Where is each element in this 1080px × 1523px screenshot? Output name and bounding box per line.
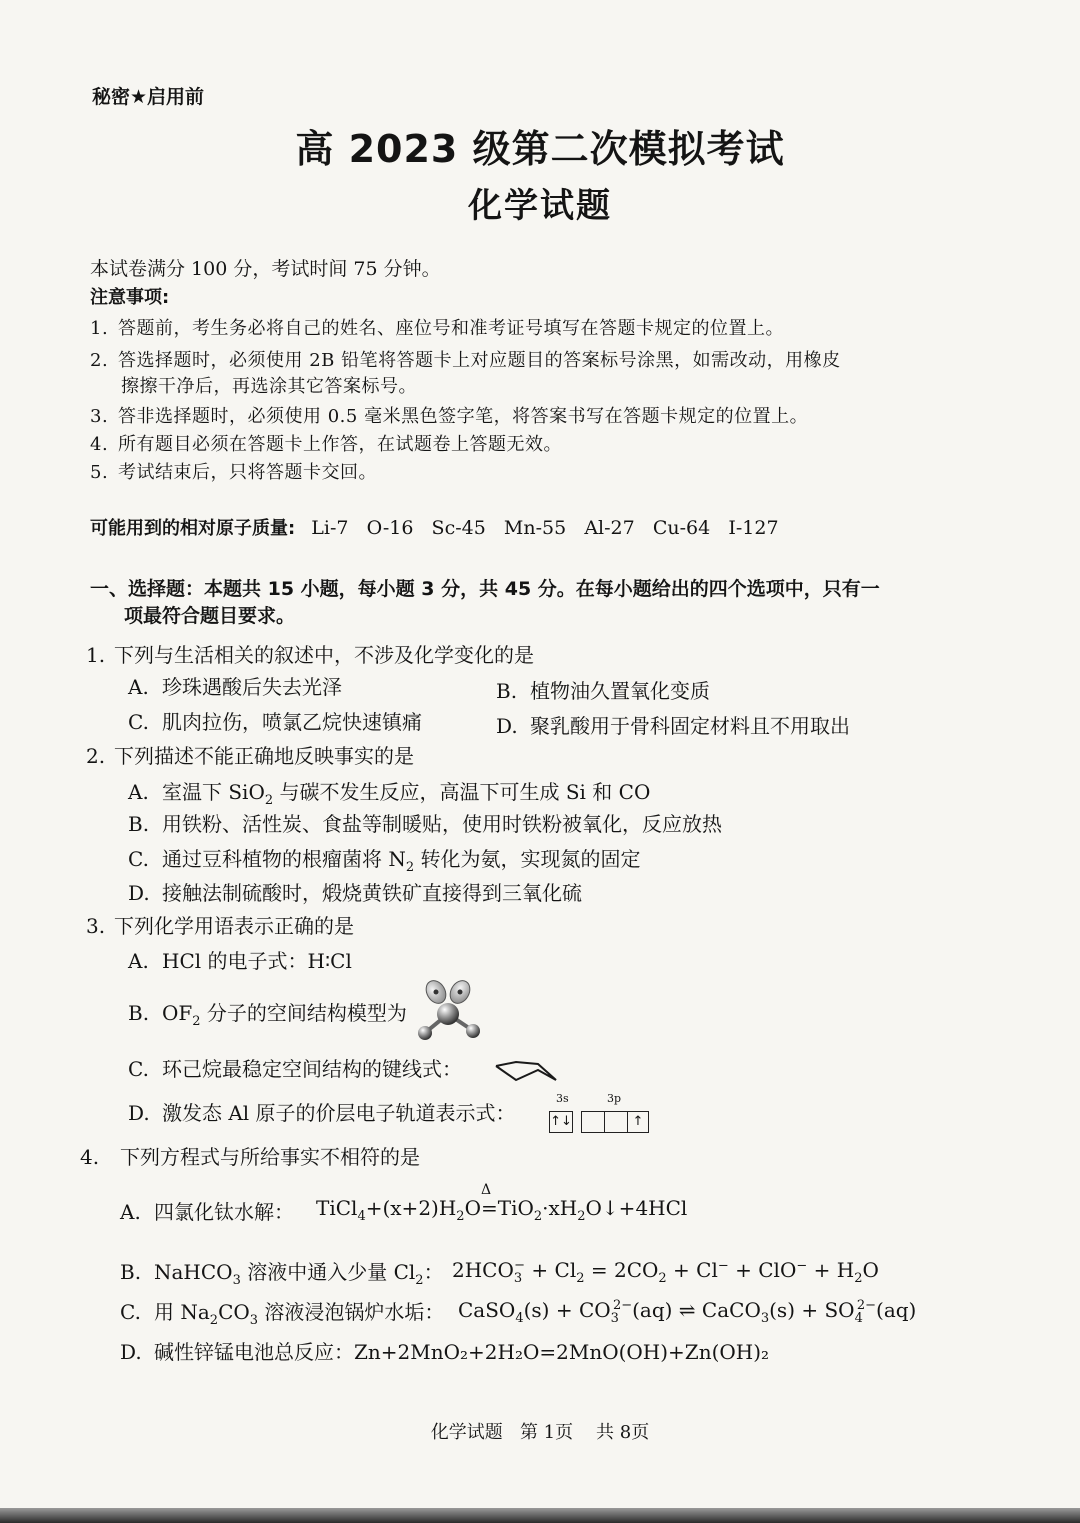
question-3-stem: 3. 下列化学用语表示正确的是	[86, 914, 354, 938]
question-4-option-b: B. NaHCO$_3$ 溶液中通入少量 $Cl_2$：	[120, 1260, 444, 1288]
question-1-option-b: B. 植物油久置氧化变质	[496, 679, 710, 703]
question-2-option-a: A. 室温下 SiO$_2$ 与碳不发生反应，高温下可生成 Si 和 CO	[128, 780, 651, 808]
question-1-option-a: A. 珍珠遇酸后失去光泽	[128, 675, 342, 699]
question-1-stem: 1. 下列与生活相关的叙述中，不涉及化学变化的是	[86, 643, 534, 667]
notice-item: 5. 考试结束后，只将答题卡交回。	[90, 462, 377, 483]
question-2-stem: 2. 下列描述不能正确地反映事实的是	[86, 744, 414, 768]
question-4-stem: 4. 下列方程式与所给事实不相符的是	[80, 1145, 420, 1169]
question-4-option-d: D. 碱性锌锰电池总反应：Zn+2MnO₂+2H₂O=2MnO(OH)+Zn(OH)₂	[120, 1340, 770, 1364]
intro-text: 本试卷满分 100 分，考试时间 75 分钟。	[90, 258, 441, 280]
orbital-diagram: 3s 3p ↑↓ ↑	[549, 1092, 649, 1134]
notice-heading: 注意事项:	[90, 287, 170, 308]
cyclohexane-chair-structure	[494, 1056, 558, 1086]
question-2-option-c: C. 通过豆科植物的根瘤菌将 $N_2$ 转化为氨，实现氮的固定	[128, 847, 641, 875]
page-footer: 化学试题 第 1页 共 8页	[430, 1422, 650, 1443]
question-1-option-d: D. 聚乳酸用于骨科固定材料且不用取出	[496, 714, 850, 738]
question-4-option-c: C. 用 $Na_2CO_3$ 溶液浸泡锅炉水垢：	[120, 1300, 445, 1328]
orbital-3p-box	[581, 1111, 605, 1133]
orbital-3p-box	[604, 1111, 628, 1133]
question-3-option-b: B. $OF_2$ 分子的空间结构模型为	[128, 1001, 407, 1029]
equation-c: CaSO$_4$(s) + $CO_3^{2-}(aq)$ ⇌ CaCO$_3$(s) + $SO_4^{2-}(aq)$	[458, 1298, 917, 1326]
exam-title: 高 2023 级第二次模拟考试	[295, 127, 785, 171]
question-1-option-c: C. 肌肉拉伤，喷氯乙烷快速镇痛	[128, 710, 422, 734]
confidential-label: 秘密★启用前	[92, 86, 205, 108]
notice-item: 4. 所有题目必须在答题卡上作答，在试题卷上答题无效。	[90, 434, 562, 455]
section-heading: 一、选择题：本题共 15 小题，每小题 3 分，共 45 分。在每小题给出的四个选项中，只有一	[90, 578, 880, 600]
section-heading-continued: 项最符合题目要求。	[124, 605, 296, 627]
question-3-option-a: A. HCl 的电子式：H∶Cl	[128, 949, 352, 973]
question-3-option-d: D. 激发态 Al 原子的价层电子轨道表示式：	[128, 1101, 516, 1125]
question-4-option-a: A. 四氯化钛水解：	[120, 1200, 294, 1224]
notice-item: 2. 答选择题时，必须使用 2B 铅笔将答题卡上对应题目的答案标号涂黑，如需改动，用橡皮	[90, 350, 841, 371]
molecule-model-image	[412, 978, 484, 1042]
notice-item: 3. 答非选择题时，必须使用 0.5 毫米黑色签字笔，将答案书写在答题卡规定的位置上。	[90, 406, 809, 427]
exam-subtitle: 化学试题	[468, 186, 612, 226]
question-3-option-c: C. 环己烷最稳定空间结构的键线式：	[128, 1057, 462, 1081]
equation-b: $2HCO_3^- + Cl_2 = 2CO_2 + Cl^- + ClO^- + H_2O$	[452, 1258, 879, 1286]
notice-item-continued: 擦擦干净后，再选涂其它答案标号。	[121, 376, 417, 397]
atomic-masses: 可能用到的相对原子质量: Li-7 O-16 Sc-45 Mn-55 Al-27 Cu-64 I-127	[90, 517, 779, 539]
scan-edge	[0, 1508, 1080, 1523]
notice-item: 1. 答题前，考生务必将自己的姓名、座位号和准考证号填写在答题卡规定的位置上。	[90, 318, 784, 339]
question-2-option-b: B. 用铁粉、活性炭、食盐等制暖贴，使用时铁粉被氧化，反应放热	[128, 812, 722, 836]
equation-a: $TiCl_4+(x+2)H_2O$ Δ $=TiO_2\cdot xH_2O↓+4HCl$	[316, 1182, 688, 1224]
orbital-3s-box: ↑↓	[549, 1111, 573, 1133]
question-2-option-d: D. 接触法制硫酸时，煅烧黄铁矿直接得到三氧化硫	[128, 881, 582, 905]
orbital-3p-box: ↑	[627, 1111, 649, 1133]
